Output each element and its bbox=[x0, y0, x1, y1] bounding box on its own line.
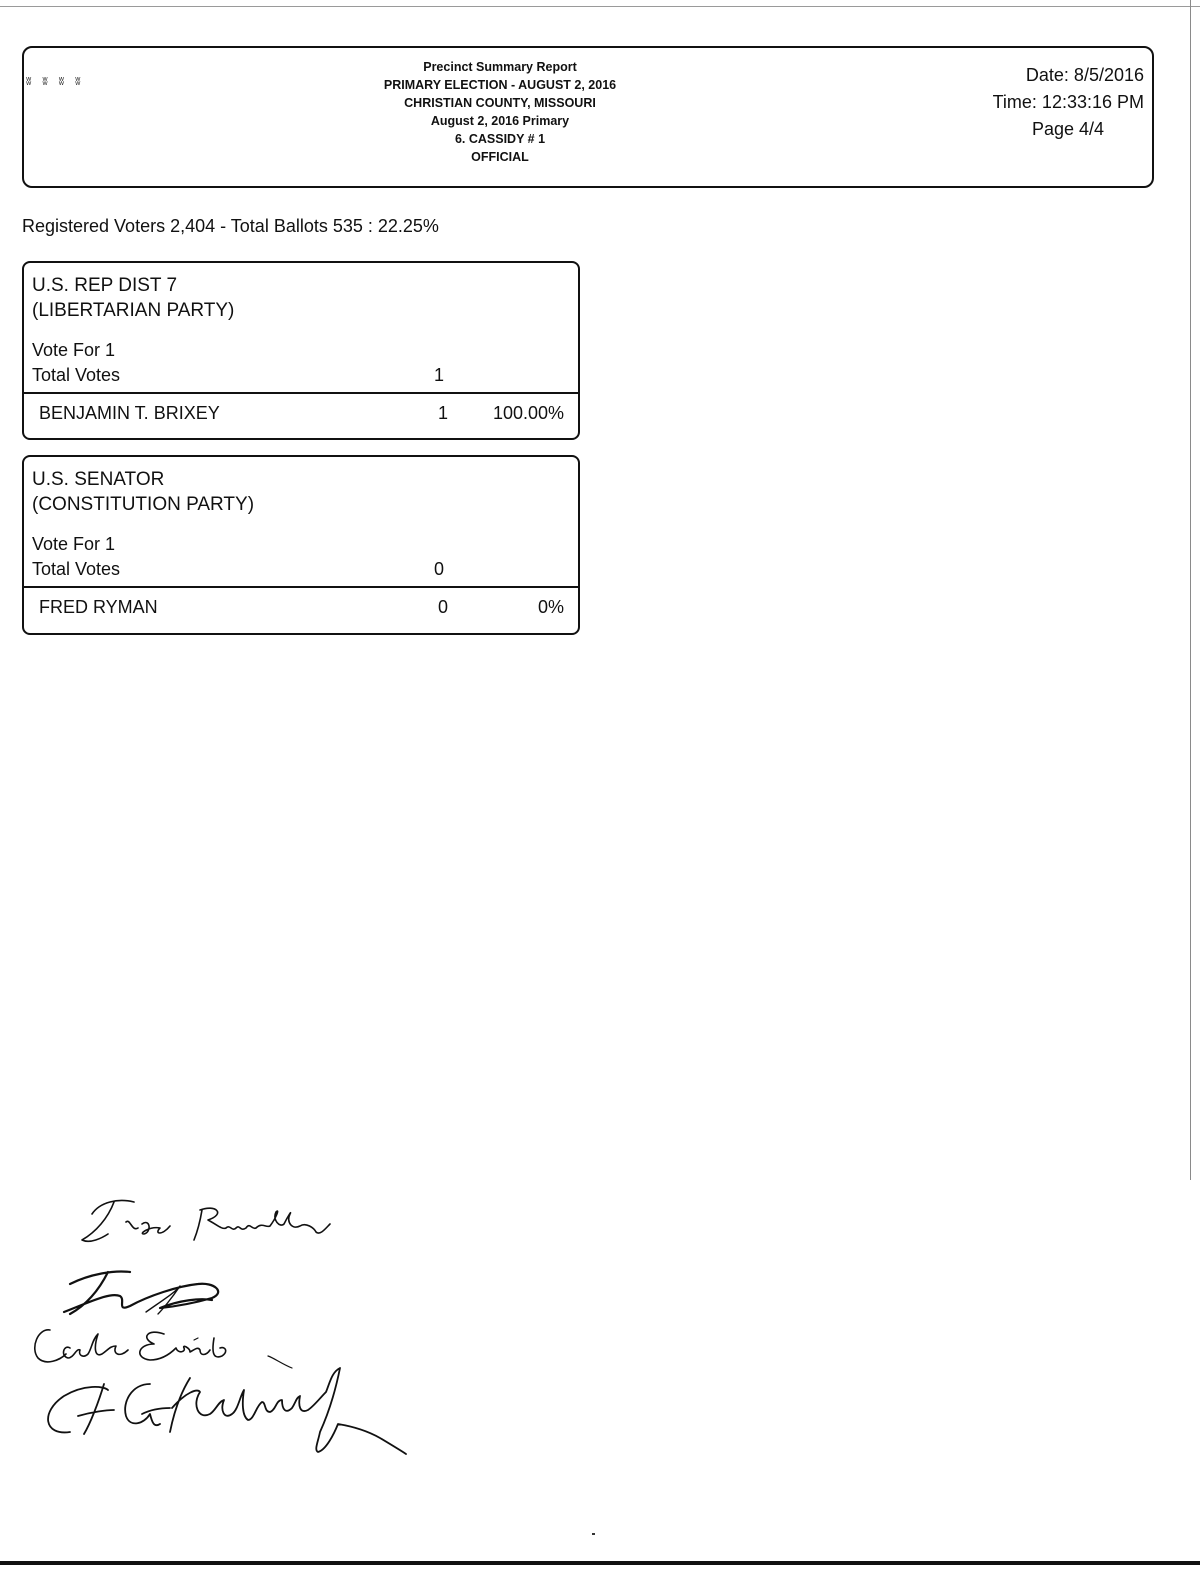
contest-divider bbox=[24, 392, 578, 394]
total-votes-value: 1 bbox=[433, 365, 444, 385]
report-time: Time: 12:33:16 PM bbox=[992, 92, 1144, 112]
total-votes-label: Total Votes bbox=[32, 559, 121, 579]
election-name: PRIMARY ELECTION - AUGUST 2, 2016 bbox=[383, 78, 617, 92]
candidate-percent: 100.00% bbox=[492, 403, 564, 423]
report-date: Date: 8/5/2016 bbox=[1025, 65, 1144, 85]
header-mark: ʬ ʬ ʬ ʬ bbox=[26, 76, 85, 88]
registered-voters-line: Registered Voters 2,404 - Total Ballots 535 : 22.25% bbox=[22, 216, 439, 236]
signature-2 bbox=[64, 1272, 218, 1315]
county-name: CHRISTIAN COUNTY, MISSOURI bbox=[404, 96, 596, 110]
total-votes-label: Total Votes bbox=[32, 365, 121, 385]
contest-divider bbox=[24, 586, 578, 588]
page-number: Page 4/4 bbox=[1031, 119, 1104, 139]
total-votes-value: 0 bbox=[433, 559, 444, 579]
election-subtitle: August 2, 2016 Primary bbox=[430, 114, 570, 128]
scan-edge-bottom bbox=[0, 1561, 1200, 1565]
signature-4 bbox=[48, 1368, 406, 1454]
candidate-percent: 0% bbox=[537, 597, 564, 617]
contest-title-line2: (LIBERTARIAN PARTY) bbox=[32, 300, 235, 321]
contest-title-line1: U.S. SENATOR bbox=[32, 469, 165, 490]
signature-3 bbox=[35, 1330, 292, 1368]
candidate-votes: 0 bbox=[437, 597, 448, 617]
signature-1 bbox=[82, 1201, 330, 1242]
report-header-center bbox=[300, 58, 700, 166]
signature-block bbox=[30, 1188, 450, 1478]
candidate-votes: 1 bbox=[437, 403, 448, 423]
contest-box bbox=[22, 455, 580, 635]
report-title: Precinct Summary Report bbox=[423, 60, 577, 74]
contest-box bbox=[22, 261, 580, 440]
scan-edge-right bbox=[1190, 0, 1191, 1180]
contest-title bbox=[32, 273, 234, 323]
candidate-name: BENJAMIN T. BRIXEY bbox=[39, 403, 220, 423]
precinct-name: 6. CASSIDY # 1 bbox=[454, 132, 546, 146]
report-meta bbox=[950, 62, 1144, 143]
report-status: OFFICIAL bbox=[471, 150, 529, 164]
vote-for-label: Vote For 1 bbox=[32, 340, 116, 360]
scan-edge-top bbox=[0, 6, 1200, 7]
contest-title-line2: (CONSTITUTION PARTY) bbox=[32, 494, 255, 515]
vote-for-label: Vote For 1 bbox=[32, 534, 116, 554]
candidate-name: FRED RYMAN bbox=[39, 597, 158, 617]
contest-title bbox=[32, 467, 254, 517]
contest-title-line1: U.S. REP DIST 7 bbox=[32, 275, 178, 296]
scan-speck bbox=[592, 1533, 595, 1535]
handwritten-signatures bbox=[30, 1188, 450, 1478]
